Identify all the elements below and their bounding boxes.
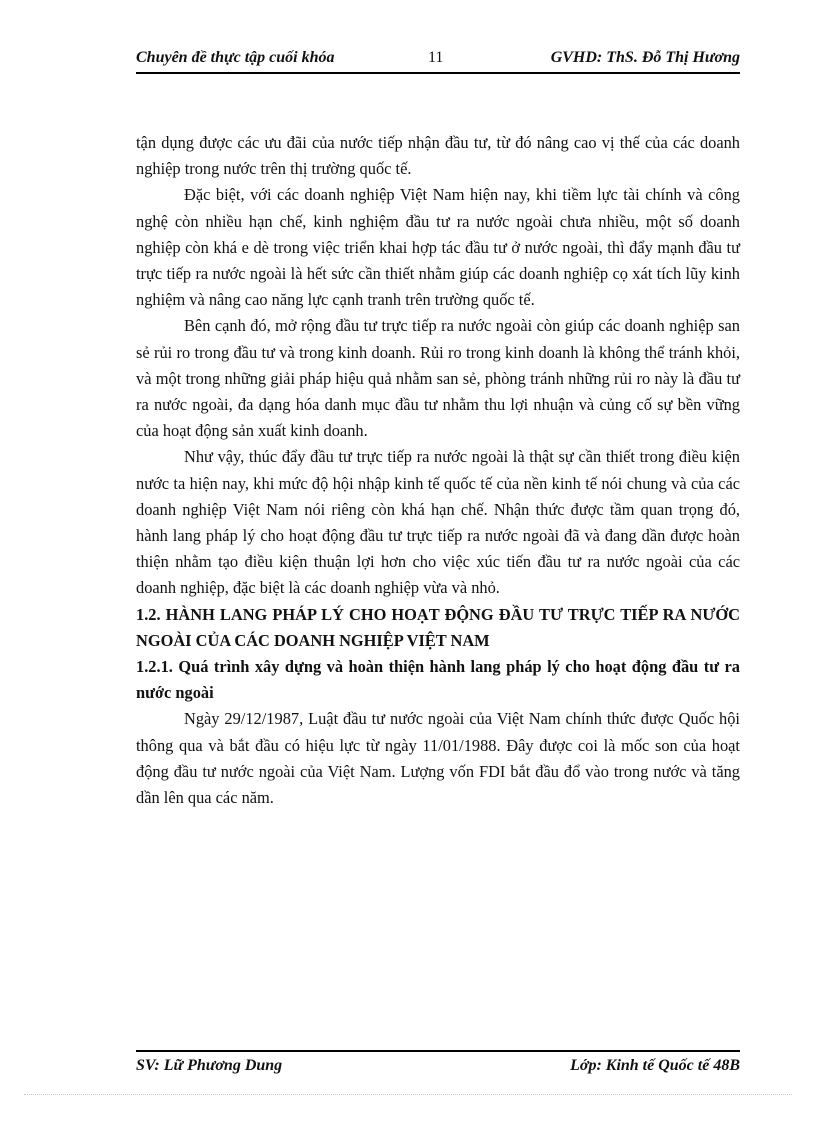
paragraph-5: Ngày 29/12/1987, Luật đầu tư nước ngoài của Việt Nam chính thức được Quốc hội thông qua và bắt đầu có hiệu lực từ ngày 11/01/1988. Đây được coi là mốc son của hoạt động đầu tư nước ngoài của Việt Nam. Lượng vốn FDI bắt đầu đổ vào trong nước và tăng dần lên qua các năm.	[136, 709, 740, 808]
section-heading-1-2: 1.2. HÀNH LANG PHÁP LÝ CHO HOẠT ĐỘNG ĐẦU TƯ TRỰC TIẾP RA NƯỚC NGOÀI CỦA CÁC DOANH NGHIỆP VIỆT NAM	[136, 604, 740, 650]
page-bottom-divider	[24, 1094, 792, 1095]
footer-class: Lớp: Kinh tế Quốc tế 48B	[570, 1057, 740, 1074]
page-body	[136, 130, 740, 811]
header-page-number: 11	[428, 49, 444, 66]
header-document-title: Chuyên đề thực tập cuối khóa	[136, 49, 335, 66]
header-supervisor: GVHD: ThS. Đỗ Thị Hương	[550, 49, 740, 66]
paragraph-3: Bên cạnh đó, mở rộng đầu tư trực tiếp ra nước ngoài còn giúp các doanh nghiệp san sẻ rủi ro trong đầu tư và trong kinh doanh. Rủi ro trong kinh doanh là không thể tránh khỏi, và một trong những giải pháp hiệu quả nhằm san sẻ, phòng tránh những rủi ro này là đầu tư ra nước ngoài, đa dạng hóa danh mục đầu tư nhằm thu lợi nhuận và củng cố sự bền vững của hoạt động sản xuất kinh doanh.	[136, 316, 740, 441]
footer-student: SV: Lữ Phương Dung	[136, 1057, 283, 1074]
paragraph-1: tận dụng được các ưu đãi của nước tiếp nhận đầu tư, từ đó nâng cao vị thế của các doanh nghiệp trong nước trên thị trường quốc tế.	[136, 133, 740, 179]
paragraph-2: Đặc biệt, với các doanh nghiệp Việt Nam hiện nay, khi tiềm lực tài chính và công nghệ còn nhiều hạn chế, kinh nghiệm đầu tư ra nước ngoài chưa nhiều, một số doanh nghiệp còn khá e dè trong việc triển khai hợp tác đầu tư ở nước ngoài, thì đẩy mạnh đầu tư trực tiếp ra nước ngoài là hết sức cần thiết nhằm giúp các doanh nghiệp cọ xát tích lũy kinh nghiệm và nâng cao năng lực cạnh tranh trên trường quốc tế.	[136, 185, 740, 310]
paragraph-4: Như vậy, thúc đẩy đầu tư trực tiếp ra nước ngoài là thật sự cần thiết trong điều kiện nước ta hiện nay, khi mức độ hội nhập kinh tế quốc tế của nền kinh tế nói chung và của các doanh nghiệp Việt Nam nói riêng còn khá hạn chế. Nhận thức được tầm quan trọng đó, hành lang pháp lý cho hoạt động đầu tư trực tiếp ra nước ngoài đã và đang dần được hoàn thiện nhằm tạo điều kiện thuận lợi hơn cho việc xúc tiến đầu tư ra nước ngoài của các doanh nghiệp, đặc biệt là các doanh nghiệp vừa và nhỏ.	[136, 447, 740, 598]
subsection-heading-1-2-1: 1.2.1. Quá trình xây dựng và hoàn thiện hành lang pháp lý cho hoạt động đầu tư ra nước ngoài	[136, 657, 740, 703]
page-header	[136, 46, 740, 74]
page-footer	[136, 1050, 740, 1080]
